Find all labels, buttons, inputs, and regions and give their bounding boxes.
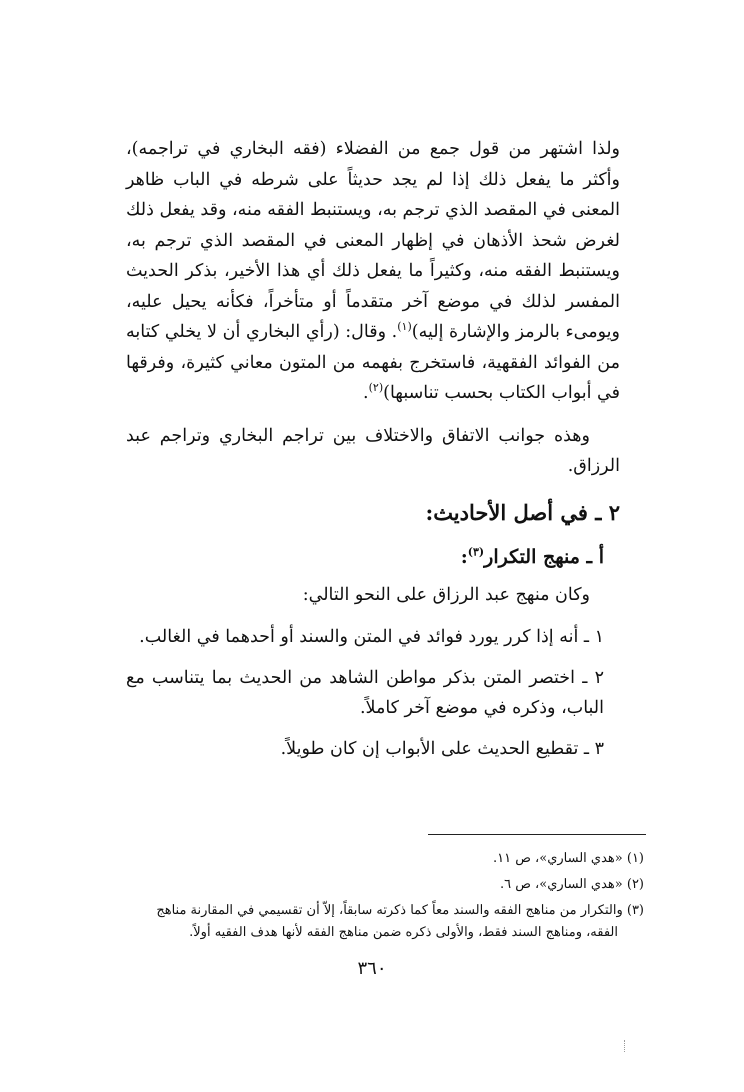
section-heading: ٢ ـ في أصل الأحاديث: (425, 499, 620, 525)
paragraph-summary: وهذه جوانب الاتفاق والاختلاف بين تراجم البخاري وتراجم عبد الرزاق. (126, 425, 620, 476)
scan-artifact (624, 1040, 628, 1052)
subsection-heading: أ ـ منهج التكرار$^{(٣)}$: (460, 545, 604, 568)
paragraph-bukhari-fiqh: ولذا اشتهر من قول جمع من الفضلاء (فقه البخاري في تراجمه)، وأكثر ما يفعل ذلك إذا لم يجد حديثاً على شرطه في الباب ظاهر المعنى في المقصد الذي ترجم به، ويستنبط الفقه منه، وقد يفعل ذلك لغرض شحذ الأذهان في إظهار المعنى في المقصد الذي ترجم به، ويستنبط الفقه منه، وكثيراً ما يفعل ذلك أي هذا الأخير، بذكر الحديث المفسر لذلك في موضع آخر متقدماً أو متأخراً، فكأنه يحيل عليه، ويومىء بالرمز والإشارة إليه)$^{(١)}$. وقال: (رأي البخاري أن لا يخلي كتابه من الفوائد الفقهية، فاستخرج بفهمه من المتون معاني كثيرة، وفرقها في أبواب الكتاب بحسب تناسبها)$^{(٢)}$. (126, 139, 620, 403)
page-number: ٣٦٠ (357, 958, 387, 979)
footnote-3-continued: الفقه، ومناهج السند فقط، والأولى ذكره ضمن مناهج الفقه لأنها هدف الفقيه أولاً. (189, 925, 618, 940)
body-text (126, 134, 620, 774)
footnote-separator (428, 834, 646, 835)
paragraph-method-intro: وكان منهج عبد الرزاق على النحو التالي: (302, 584, 590, 605)
footnote-2: (٢) «هدي الساري»، ص ٦. (499, 877, 644, 892)
footnote-ref-3: (٣) (467, 545, 485, 559)
footnote-ref-2: (٢) (368, 381, 384, 395)
list-item: ٢ ـ اختصر المتن بذكر مواطن الشاهد من الحديث بما يتناسب مع الباب، وذكره في موضع آخر كاملاً. (126, 667, 604, 718)
footnotes (96, 848, 644, 944)
list-item: ٣ ـ تقطيع الحديث على الأبواب إن كان طويلاً. (280, 738, 604, 759)
footnote-3: (٣) والتكرار من مناهج الفقه والسند معاً كما ذكرته سابقاً، إلاّ أن تقسيمي في المقارنة مناهج (156, 903, 644, 918)
list-item: ١ ـ أنه إذا كرر يورد فوائد في المتن والسند أو أحدهما في الغالب. (139, 627, 604, 647)
footnote-ref-1: (١) (397, 320, 412, 334)
footnote-1: (١) «هدي الساري»، ص ١١. (492, 851, 644, 866)
